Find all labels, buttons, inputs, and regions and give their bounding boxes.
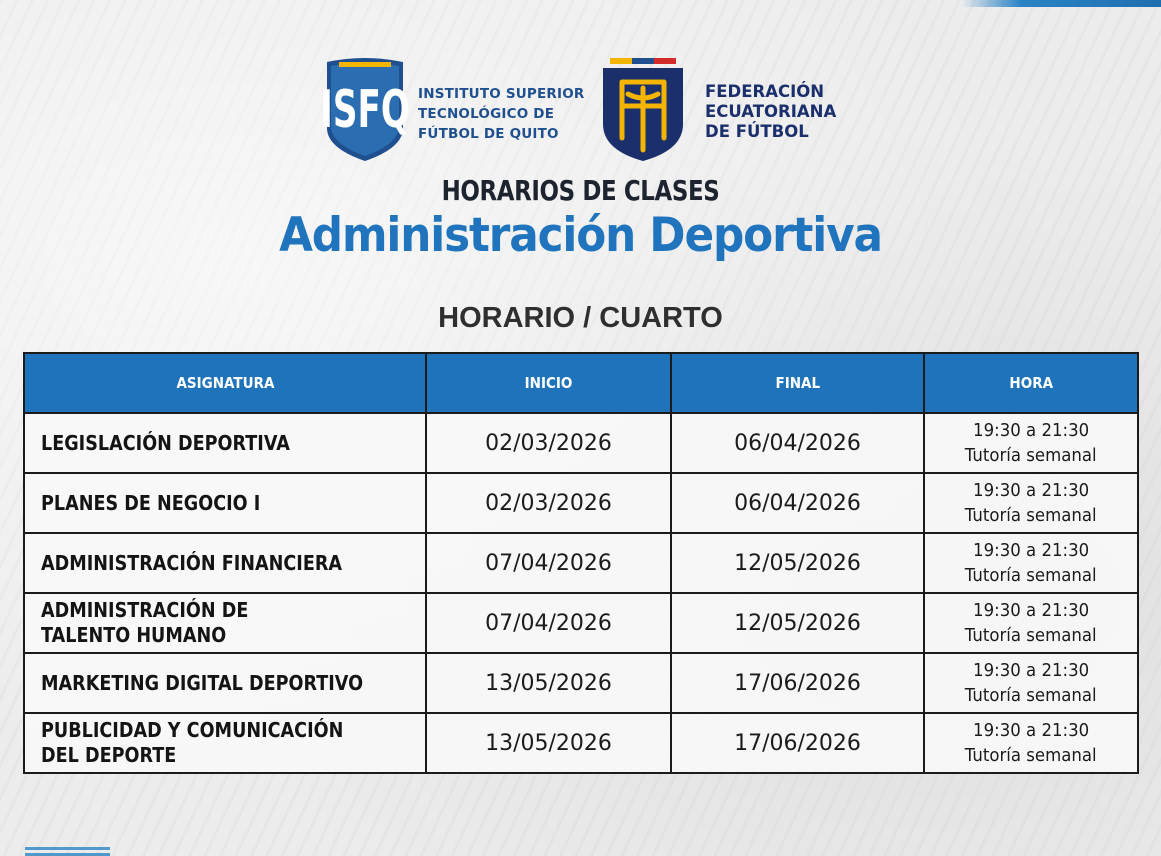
- start-date-cell: 07/04/2026: [426, 533, 671, 593]
- table-row: [24, 413, 1138, 473]
- fef-logo-icon: [600, 58, 686, 166]
- table-row: [24, 713, 1138, 773]
- isfq-name-line: INSTITUTO SUPERIOR: [418, 86, 585, 102]
- column-header-time: HORA: [924, 353, 1138, 413]
- start-date-cell: 13/05/2026: [426, 713, 671, 773]
- isfq-logo-icon: [320, 58, 410, 166]
- end-date-cell: 12/05/2026: [671, 533, 924, 593]
- column-header-start: INICIO: [426, 353, 671, 413]
- time-cell: 19:30 a 21:30 Tutoría semanal: [924, 533, 1138, 593]
- schedule-section-title: HORARIO / CUARTO: [438, 302, 723, 334]
- isfq-institution-name: [418, 84, 585, 144]
- column-header-subject: ASIGNATURA: [24, 353, 426, 413]
- start-date-cell: 02/03/2026: [426, 413, 671, 473]
- time-cell: 19:30 a 21:30 Tutoría semanal: [924, 653, 1138, 713]
- time-cell: 19:30 a 21:30 Tutoría semanal: [924, 413, 1138, 473]
- start-date-cell: 07/04/2026: [426, 593, 671, 653]
- end-date-cell: 06/04/2026: [671, 473, 924, 533]
- end-date-cell: 06/04/2026: [671, 413, 924, 473]
- subject-cell: ADMINISTRACIÓN DE TALENTO HUMANO: [24, 593, 426, 653]
- time-cell: 19:30 a 21:30 Tutoría semanal: [924, 473, 1138, 533]
- page-title: HORARIOS DE CLASES: [441, 174, 720, 207]
- subject-cell: MARKETING DIGITAL DEPORTIVO: [24, 653, 426, 713]
- table-header-row: [24, 353, 1138, 413]
- end-date-cell: 12/05/2026: [671, 593, 924, 653]
- fef-name-line: FEDERACIÓN: [705, 82, 825, 101]
- time-cell: 19:30 a 21:30 Tutoría semanal: [924, 593, 1138, 653]
- svg-text:ISFQ: ISFQ: [320, 79, 410, 140]
- end-date-cell: 17/06/2026: [671, 653, 924, 713]
- column-header-end: FINAL: [671, 353, 924, 413]
- table-row: [24, 653, 1138, 713]
- decorative-stripe-bottom: [25, 844, 110, 856]
- program-title: Administración Deportiva: [279, 208, 882, 263]
- table-row: [24, 593, 1138, 653]
- subject-cell: LEGISLACIÓN DEPORTIVA: [24, 413, 426, 473]
- isfq-name-line: FÚTBOL DE QUITO: [418, 126, 559, 142]
- table-row: [24, 533, 1138, 593]
- isfq-name-line: TECNOLÓGICO DE: [418, 106, 555, 122]
- fef-name-line: ECUATORIANA: [705, 102, 837, 121]
- header-logos: [0, 58, 1161, 168]
- schedule-table: [23, 352, 1139, 774]
- fef-federation-name: [705, 82, 865, 142]
- end-date-cell: 17/06/2026: [671, 713, 924, 773]
- start-date-cell: 02/03/2026: [426, 473, 671, 533]
- decorative-stripe-top: [961, 0, 1161, 7]
- subject-cell: PUBLICIDAD Y COMUNICACIÓN DEL DEPORTE: [24, 713, 426, 773]
- fef-name-line: DE FÚTBOL: [705, 122, 809, 141]
- subject-cell: ADMINISTRACIÓN FINANCIERA: [24, 533, 426, 593]
- start-date-cell: 13/05/2026: [426, 653, 671, 713]
- time-cell: 19:30 a 21:30 Tutoría semanal: [924, 713, 1138, 773]
- subject-cell: PLANES DE NEGOCIO I: [24, 473, 426, 533]
- table-row: [24, 473, 1138, 533]
